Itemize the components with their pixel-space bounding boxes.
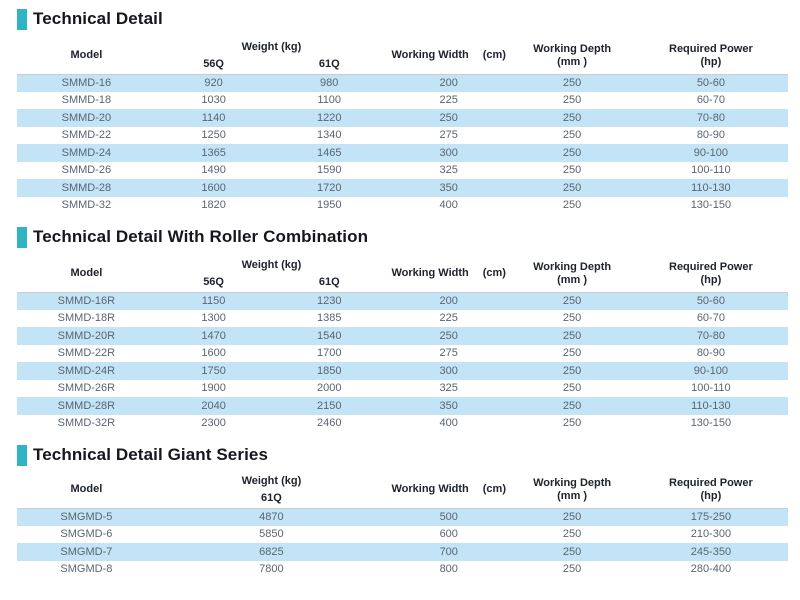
column-header-working-depth <box>510 472 633 508</box>
cell-power: 210-300 <box>690 528 732 541</box>
cell-width: 350 <box>439 399 458 412</box>
working-width-label: Working Width <box>391 483 469 496</box>
cell-w61: 1220 <box>316 111 342 124</box>
cell-w56: 1490 <box>201 164 226 177</box>
working-depth-unit: (mm ) <box>557 273 588 286</box>
working-depth-unit: (mm ) <box>557 55 588 68</box>
column-header-required-power <box>634 38 788 74</box>
table-row <box>17 310 788 328</box>
cell-w56: 1750 <box>201 364 226 377</box>
cell-model: SMMD-22 <box>61 129 112 142</box>
cell-w61: 1950 <box>316 199 342 212</box>
cell-power: 90-100 <box>693 364 729 377</box>
required-power-unit: (hp) <box>700 489 722 502</box>
required-power-label: Required Power <box>669 476 753 489</box>
section-giant-series <box>17 444 788 578</box>
table-header <box>17 256 788 292</box>
cell-w56: 1820 <box>201 199 226 212</box>
cell-w56: 920 <box>204 77 223 89</box>
cell-w56: 1300 <box>201 312 226 325</box>
cell-width: 350 <box>439 181 458 194</box>
cell-w56: 1365 <box>201 146 226 159</box>
cell-w61: 2000 <box>316 382 342 395</box>
cell-model: SMMD-26R <box>57 382 116 395</box>
cell-power: 80-90 <box>696 129 725 142</box>
column-header-working-width <box>387 472 510 508</box>
section-title <box>17 8 788 30</box>
cell-model: SMMD-26 <box>61 164 112 177</box>
cell-model: SMMD-22R <box>57 347 116 360</box>
technical-detail-table <box>17 38 788 214</box>
cell-model: SMMD-16 <box>61 77 112 89</box>
column-header-required-power <box>634 472 788 508</box>
cell-width: 200 <box>439 295 458 307</box>
column-header-working-depth <box>510 256 633 292</box>
cell-model: SMGMD-5 <box>60 511 113 523</box>
working-depth-label: Working Depth <box>533 42 612 55</box>
cell-width: 225 <box>439 94 458 107</box>
section-title <box>17 226 788 248</box>
section-roller-combination <box>17 226 788 432</box>
cell-w61: 1540 <box>316 329 342 342</box>
cell-width: 400 <box>439 199 458 212</box>
column-header-model: Model <box>70 267 103 280</box>
cell-width: 200 <box>439 77 458 89</box>
cell-depth: 250 <box>562 94 582 107</box>
section-technical-detail <box>17 8 788 214</box>
cell-depth: 250 <box>562 347 582 360</box>
cell-model: SMMD-18 <box>61 94 112 107</box>
cell-width: 325 <box>439 164 458 177</box>
cell-depth: 250 <box>562 364 582 377</box>
table-body <box>17 292 788 432</box>
section-title-text: Technical Detail With Roller Combination <box>33 227 369 246</box>
cell-model: SMGMD-7 <box>60 545 113 558</box>
cell-model: SMMD-18R <box>57 312 116 325</box>
cell-depth: 250 <box>562 329 582 342</box>
cell-w61: 1100 <box>317 94 342 107</box>
cell-power: 110-130 <box>691 399 731 412</box>
table-row <box>17 345 788 363</box>
cell-w61: 1385 <box>316 312 342 325</box>
cell-depth: 250 <box>562 181 582 194</box>
cell-w56: 1140 <box>201 111 226 124</box>
cell-depth: 250 <box>562 295 582 307</box>
cell-power: 175-250 <box>690 511 732 523</box>
table-row <box>17 179 788 197</box>
cell-depth: 250 <box>562 199 582 212</box>
cell-width: 300 <box>439 146 458 159</box>
cell-model: SMMD-32R <box>57 417 116 430</box>
cell-model: SMMD-24R <box>57 364 116 377</box>
section-title-text: Technical Detail Giant Series <box>33 445 269 464</box>
working-width-label: Working Width <box>391 49 469 62</box>
working-width-label: Working Width <box>391 267 469 280</box>
cell-width: 225 <box>439 312 458 325</box>
column-subheader-61q: 61Q <box>318 276 340 289</box>
cell-model: SMMD-24 <box>61 146 112 159</box>
cell-w56: 1250 <box>201 129 226 142</box>
title-accent-bar <box>17 9 27 30</box>
required-power-unit: (hp) <box>700 55 722 68</box>
table-header <box>17 38 788 74</box>
column-subheader-56q: 56Q <box>203 276 224 289</box>
cell-power: 245-350 <box>690 545 732 558</box>
cell-width: 250 <box>439 111 458 124</box>
cell-power: 70-80 <box>696 111 725 124</box>
cell-power: 130-150 <box>690 199 732 212</box>
table-row <box>17 292 788 310</box>
cell-w56: 1600 <box>201 347 226 360</box>
cell-w61: 6825 <box>259 545 284 558</box>
required-power-label: Required Power <box>669 42 753 55</box>
cell-w61: 1850 <box>316 364 342 377</box>
cell-power: 50-60 <box>696 295 725 307</box>
required-power-unit: (hp) <box>700 273 722 286</box>
cell-power: 100-110 <box>691 382 731 395</box>
cell-depth: 250 <box>562 129 582 142</box>
cell-width: 275 <box>439 347 458 360</box>
table-row <box>17 197 788 215</box>
cell-width: 300 <box>439 364 458 377</box>
cell-model: SMMD-20 <box>61 111 112 124</box>
required-power-label: Required Power <box>669 260 753 273</box>
column-header-required-power <box>634 256 788 292</box>
cell-depth: 250 <box>562 399 582 412</box>
working-width-unit: (cm) <box>482 267 506 280</box>
table-row <box>17 526 788 544</box>
cell-width: 250 <box>439 329 458 342</box>
cell-model: SMMD-20R <box>57 329 116 342</box>
cell-w61: 2150 <box>316 399 342 412</box>
cell-width: 400 <box>439 417 458 430</box>
cell-w56: 2040 <box>201 399 226 412</box>
cell-depth: 250 <box>562 111 582 124</box>
table-row <box>17 74 788 92</box>
cell-width: 600 <box>439 528 458 541</box>
cell-power: 130-150 <box>690 417 732 430</box>
cell-depth: 250 <box>562 563 582 576</box>
cell-depth: 250 <box>562 545 582 558</box>
cell-power: 60-70 <box>696 312 725 325</box>
cell-w56: 2300 <box>201 417 226 430</box>
column-header-working-width <box>387 256 510 292</box>
table-row <box>17 397 788 415</box>
table-body <box>17 74 788 214</box>
cell-w61: 1700 <box>316 347 342 360</box>
section-title <box>17 444 788 466</box>
column-subheader-56q: 56Q <box>203 58 224 71</box>
cell-w61: 4870 <box>259 511 284 523</box>
table-row <box>17 127 788 145</box>
cell-depth: 250 <box>562 146 582 159</box>
column-header-weight: Weight (kg) <box>241 40 302 53</box>
cell-model: SMMD-28R <box>57 399 116 412</box>
cell-w61: 2460 <box>316 417 342 430</box>
column-header-weight: Weight (kg) <box>241 474 302 487</box>
column-subheader-61q: 61Q <box>318 58 340 71</box>
title-accent-bar <box>17 227 27 248</box>
table-row <box>17 561 788 579</box>
table-row <box>17 508 788 526</box>
cell-power: 90-100 <box>693 146 729 159</box>
cell-w61: 980 <box>320 77 339 89</box>
cell-w61: 1720 <box>316 181 342 194</box>
cell-power: 50-60 <box>696 77 725 89</box>
working-depth-label: Working Depth <box>533 476 612 489</box>
cell-depth: 250 <box>562 77 582 89</box>
cell-w61: 5850 <box>259 528 284 541</box>
table-row <box>17 109 788 127</box>
cell-width: 275 <box>439 129 458 142</box>
roller-combination-table <box>17 256 788 432</box>
table-row <box>17 162 788 180</box>
cell-w56: 1470 <box>201 329 226 342</box>
table-row <box>17 362 788 380</box>
column-header-model: Model <box>70 49 103 62</box>
cell-w61: 7800 <box>259 563 284 576</box>
cell-power: 70-80 <box>696 329 725 342</box>
working-width-unit: (cm) <box>482 49 506 62</box>
table-row <box>17 327 788 345</box>
cell-depth: 250 <box>562 382 582 395</box>
cell-depth: 250 <box>562 417 582 430</box>
cell-w56: 1600 <box>201 181 226 194</box>
column-header-weight: Weight (kg) <box>241 258 302 271</box>
cell-model: SMGMD-6 <box>60 528 113 541</box>
section-title-text: Technical Detail <box>33 9 163 28</box>
cell-w56: 1030 <box>201 94 226 107</box>
cell-power: 80-90 <box>696 347 725 360</box>
cell-w61: 1230 <box>316 295 342 307</box>
column-header-working-depth <box>510 38 633 74</box>
table-row <box>17 543 788 561</box>
column-subheader-61q: 61Q <box>261 492 282 505</box>
cell-width: 500 <box>439 511 458 523</box>
table-row <box>17 415 788 433</box>
cell-model: SMMD-32 <box>61 199 112 212</box>
cell-depth: 250 <box>562 511 582 523</box>
cell-w56: 1900 <box>201 382 226 395</box>
cell-model: SMMD-16R <box>57 295 116 307</box>
cell-width: 700 <box>439 545 458 558</box>
cell-power: 100-110 <box>691 164 731 177</box>
cell-model: SMGMD-8 <box>60 563 113 576</box>
cell-w61: 1340 <box>316 129 342 142</box>
cell-w61: 1465 <box>316 146 342 159</box>
working-depth-unit: (mm ) <box>557 489 588 502</box>
cell-depth: 250 <box>562 528 582 541</box>
cell-depth: 250 <box>562 312 582 325</box>
table-row <box>17 144 788 162</box>
cell-w56: 1150 <box>201 295 226 307</box>
cell-w61: 1590 <box>316 164 342 177</box>
giant-series-table <box>17 472 788 578</box>
column-header-model: Model <box>70 483 103 496</box>
table-row <box>17 92 788 110</box>
cell-power: 60-70 <box>696 94 725 107</box>
table-body <box>17 508 788 578</box>
working-width-unit: (cm) <box>482 483 506 496</box>
cell-power: 280-400 <box>690 563 732 576</box>
cell-width: 325 <box>439 382 458 395</box>
title-accent-bar <box>17 445 27 466</box>
cell-power: 110-130 <box>691 181 731 194</box>
working-depth-label: Working Depth <box>533 260 612 273</box>
cell-model: SMMD-28 <box>61 181 112 194</box>
table-header <box>17 472 788 508</box>
cell-width: 800 <box>439 563 458 576</box>
column-header-working-width <box>387 38 510 74</box>
cell-depth: 250 <box>562 164 582 177</box>
table-row <box>17 380 788 398</box>
